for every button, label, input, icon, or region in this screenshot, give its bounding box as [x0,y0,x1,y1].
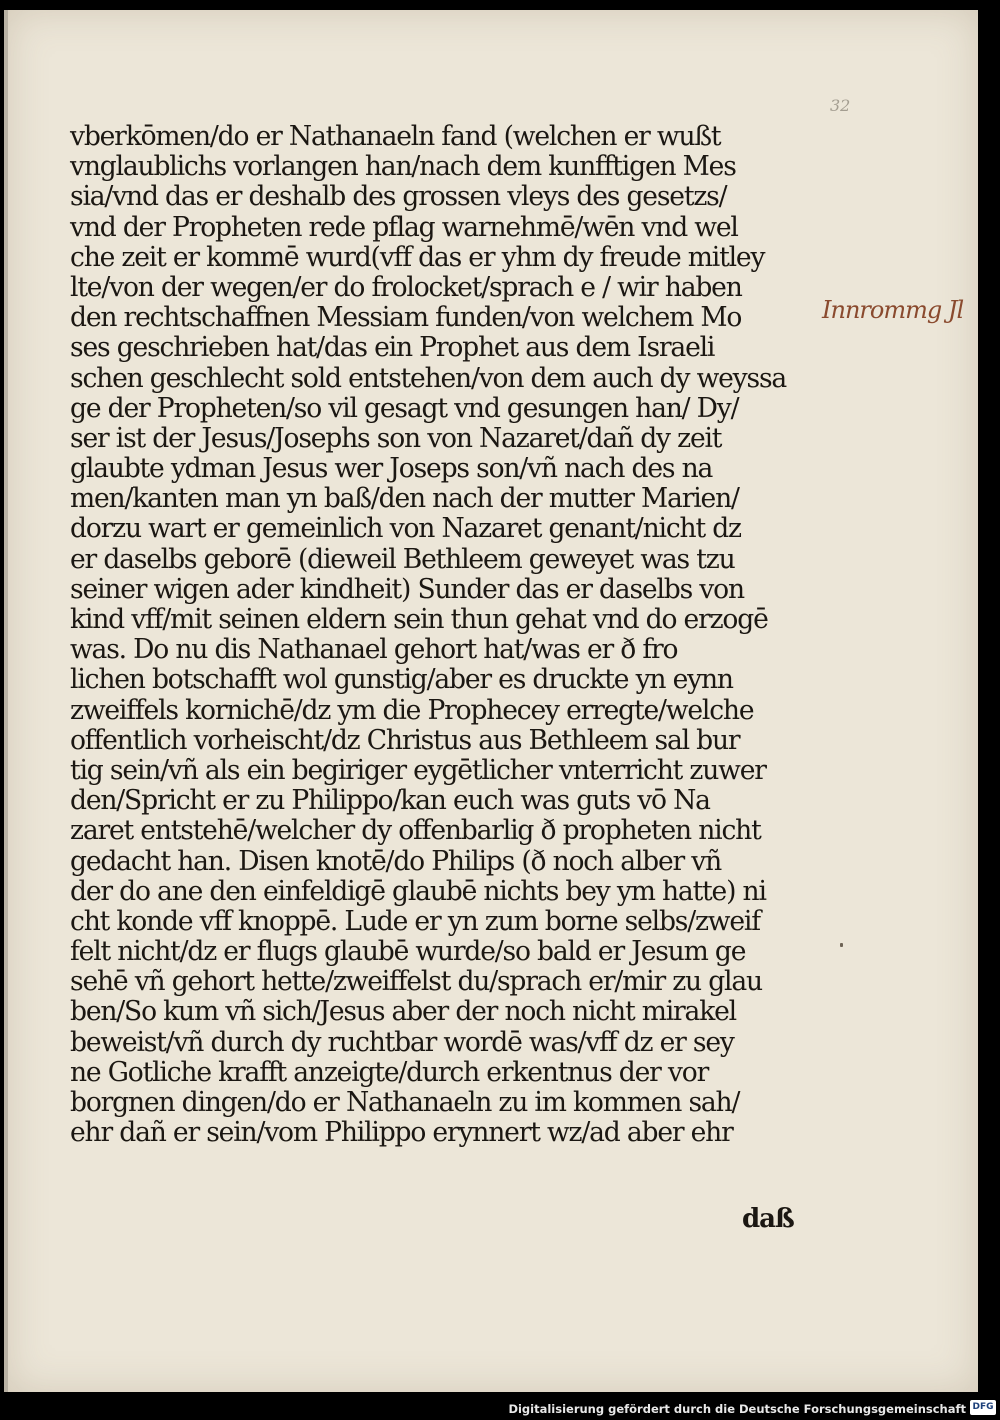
text-line: er daselbs geborē (dieweil Bethleem geweyet was tzu [70,543,735,575]
text-line: zweiffels kornichē/dz ym die Prophecey erregte/welche [70,694,754,726]
catchword: daß [742,1204,794,1234]
text-line: dorzu wart er gemeinlich von Nazaret genant/nicht dz [70,513,741,545]
text-line: vnd der Propheten rede pflag warnehmē/wēn vnd wel [70,211,738,243]
text-line: ne Gotliche krafft anzeigte/durch erkentnus der vor [70,1056,709,1088]
text-line: zaret entstehē/welcher dy offenbarlig ð propheten nicht [70,815,761,847]
text-line: den/Spricht er zu Philippo/kan euch was guts vō Na [70,785,710,817]
text-line: schen geschlecht sold entstehen/von dem auch dy weyssa [70,362,787,394]
text-line: vberkōmen/do er Nathanaeln fand (welchen er wußt [70,121,721,152]
footer-credit: Digitalisierung gefördert durch die Deutsche Forschungsgemeinschaft [508,1402,966,1416]
book-page [8,10,978,1392]
text-line: was. Do nu dis Nathanael gehort hat/was er ð fro [70,634,678,666]
text-line: kind vff/mit seinen eldern sein thun gehat vnd do erzogē [70,604,768,635]
folio-number: 32 [830,96,851,115]
dfg-logo-icon: DFG [970,1400,996,1415]
marginal-note: Innrommg Jl [822,296,964,324]
ink-speck [840,943,843,947]
text-line: che zeit er kommē wurd(vff das er yhm dy freude mitley [70,241,765,273]
text-line: beweist/vñ durch dy ruchtbar wordē was/vff dz er sey [70,1026,734,1058]
text-line: den rechtschaffnen Messiam funden/von welchem Mo [70,302,742,334]
text-line: felt nicht/dz er flugs glaubē wurde/so bald er Jesum ge [70,936,746,968]
text-line: glaubte ydman Jesus wer Joseps son/vñ nach des na [70,453,713,485]
text-line: ses geschrieben hat/das ein Prophet aus dem Israeli [70,332,715,364]
text-block [70,122,810,1148]
text-line: vnglaublichs vorlangen han/nach dem kunfftigen Mes [70,151,736,183]
text-line: der do ane den einfeldigē glaubē nichts bey ym hatte) ni [70,875,766,907]
text-line: tig sein/vñ als ein begiriger eygētlicher vnterricht zuwer [70,754,766,786]
text-line: offentlich vorheischt/dz Christus aus Bethleem sal bur [70,724,740,756]
text-line: lichen botschafft wol gunstig/aber es druckte yn eynn [70,664,733,696]
text-line: sia/vnd das er deshalb des grossen vleys des gesetzs/ [70,181,727,213]
text-line: gedacht han. Disen knotē/do Philips (ð noch alber vñ [70,845,722,877]
text-line: lte/von der wegen/er do frolocket/sprach e / wir haben [70,271,742,303]
text-line: ben/So kum vñ sich/Jesus aber der noch nicht mirakel [70,996,736,1028]
text-line: ser ist der Jesus/Josephs son von Nazaret/dañ dy zeit [70,422,722,454]
text-line: sehē vñ gehort hette/zweiffelst du/sprach er/mir zu glau [70,966,762,998]
text-line: ge der Propheten/so vil gesagt vnd gesungen han/ Dy/ [70,392,739,424]
text-line: seiner wigen ader kindheit) Sunder das er daselbs von [70,573,744,605]
text-line: ehr dañ er sein/vom Philippo erynnert wz/ad aber ehr [70,1117,733,1149]
text-line: borgnen dingen/do er Nathanaeln zu im kommen sah/ [70,1087,740,1118]
text-line: men/kanten man yn baß/den nach der mutter Marien/ [70,483,739,515]
text-line: cht konde vff knoppē. Lude er yn zum borne selbs/zweif [70,905,760,937]
